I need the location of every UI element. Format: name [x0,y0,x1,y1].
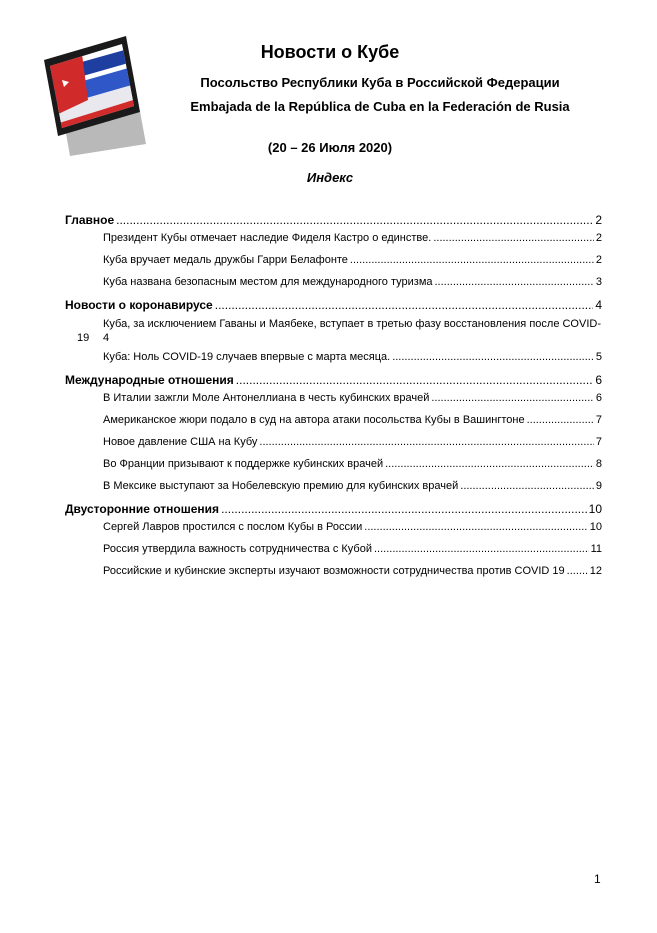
toc-entry[interactable] [65,543,602,565]
toc-entry-title: Во Франции призывают к поддержке кубинских врачей [103,458,384,470]
toc-leader-dots [567,565,588,577]
table-of-contents [65,213,602,587]
toc-entry-title: Куба названа безопасным местом для международного туризма [103,276,433,288]
toc-entry[interactable] [65,521,602,543]
toc-leader-dots [221,502,587,516]
toc-entry-title: В Италии зажгли Моле Антонеллиана в честь кубинских врачей [103,392,430,404]
toc-page-number: 2 [595,213,602,227]
toc-leader-dots [259,436,593,448]
toc-entry-title: Куба: Ноль COVID-19 случаев впервые с марта месяца. [103,351,391,363]
toc-page-number: 10 [589,521,602,533]
date-range: (20 – 26 Июля 2020) [267,140,393,155]
embassy-name-ru: Посольство Республики Куба в Российской Федерации [200,75,560,90]
toc-page-number: 12 [589,565,602,577]
toc-page-number: 6 [595,392,602,404]
toc-page-number: 3 [595,276,602,288]
embassy-name-es: Embajada de la República de Cuba en la Federación de Rusia [190,99,570,114]
toc-entry[interactable] [65,480,602,502]
toc-section-main[interactable] [65,213,602,232]
document-title: Новости о Кубе [260,42,400,62]
toc-page-number: 7 [595,436,602,448]
toc-section-title: Международные отношения [65,373,234,387]
toc-leader-dots [527,414,594,426]
toc-section-title: Главное [65,213,115,227]
toc-section-bilateral[interactable] [65,502,602,521]
toc-entry-title-continuation: 19 [77,332,90,344]
toc-leader-dots [236,373,594,387]
toc-entry-title: Сергей Лавров простился с послом Кубы в России [103,521,363,533]
toc-entry-title: Президент Кубы отмечает наследие Фиделя Кастро о единстве. [103,232,432,244]
toc-leader-dots [350,254,594,266]
toc-section-coronavirus[interactable] [65,298,602,317]
toc-entry-title: В Мексике выступают за Нобелевскую премию для кубинских врачей [103,480,459,492]
toc-entry-title: Куба, за исключением Гаваны и Маябеке, вступает в третью фазу восстановления после COVID- [103,318,601,330]
toc-leader-dots [435,276,594,288]
toc-section-title: Двусторонние отношения [65,502,220,516]
toc-entry[interactable] [65,565,602,587]
toc-page-number: 4 [103,332,110,344]
toc-section-title: Новости о коронавирусе [65,298,213,312]
toc-entry[interactable] [65,436,602,458]
toc-leader-dots [392,351,594,363]
toc-page-number: 8 [595,458,602,470]
toc-entry[interactable] [65,232,602,254]
toc-entry[interactable] [65,458,602,480]
toc-page-number: 5 [595,351,602,363]
toc-entry[interactable] [65,414,602,436]
toc-entry-title: Куба вручает медаль дружбы Гарри Белафонте [103,254,348,266]
toc-entry[interactable] [65,351,602,373]
toc-page-number: 7 [595,414,602,426]
toc-leader-dots [374,543,589,555]
page-number: 1 [594,872,601,886]
toc-leader-dots [364,521,587,533]
toc-entry-title: Российские и кубинские эксперты изучают возможности сотрудничества против COVID 19 [103,565,565,577]
toc-page-number: 10 [588,502,602,516]
toc-page-number: 4 [595,298,602,312]
toc-entry[interactable] [65,254,602,276]
toc-leader-dots [433,232,594,244]
toc-entry-title: Новое давление США на Кубу [103,436,258,448]
toc-entry[interactable] [65,276,602,298]
toc-leader-dots [460,480,594,492]
index-heading: Индекс [306,170,354,185]
toc-entry[interactable] [65,317,602,351]
toc-leader-dots [215,298,594,312]
toc-entry-title: Американское жюри подало в суд на автора атаки посольства Кубы в Вашингтоне [103,414,525,426]
toc-page-number: 6 [595,373,602,387]
toc-page-number: 9 [595,480,602,492]
toc-entry[interactable] [65,392,602,414]
toc-page-number: 11 [590,543,602,555]
toc-leader-dots [116,213,593,227]
toc-section-international[interactable] [65,373,602,392]
toc-entry-title: Россия утвердила важность сотрудничества с Кубой [103,543,372,555]
toc-page-number: 2 [595,232,602,244]
toc-page-number: 2 [595,254,602,266]
toc-leader-dots [385,458,594,470]
toc-leader-dots [431,392,594,404]
